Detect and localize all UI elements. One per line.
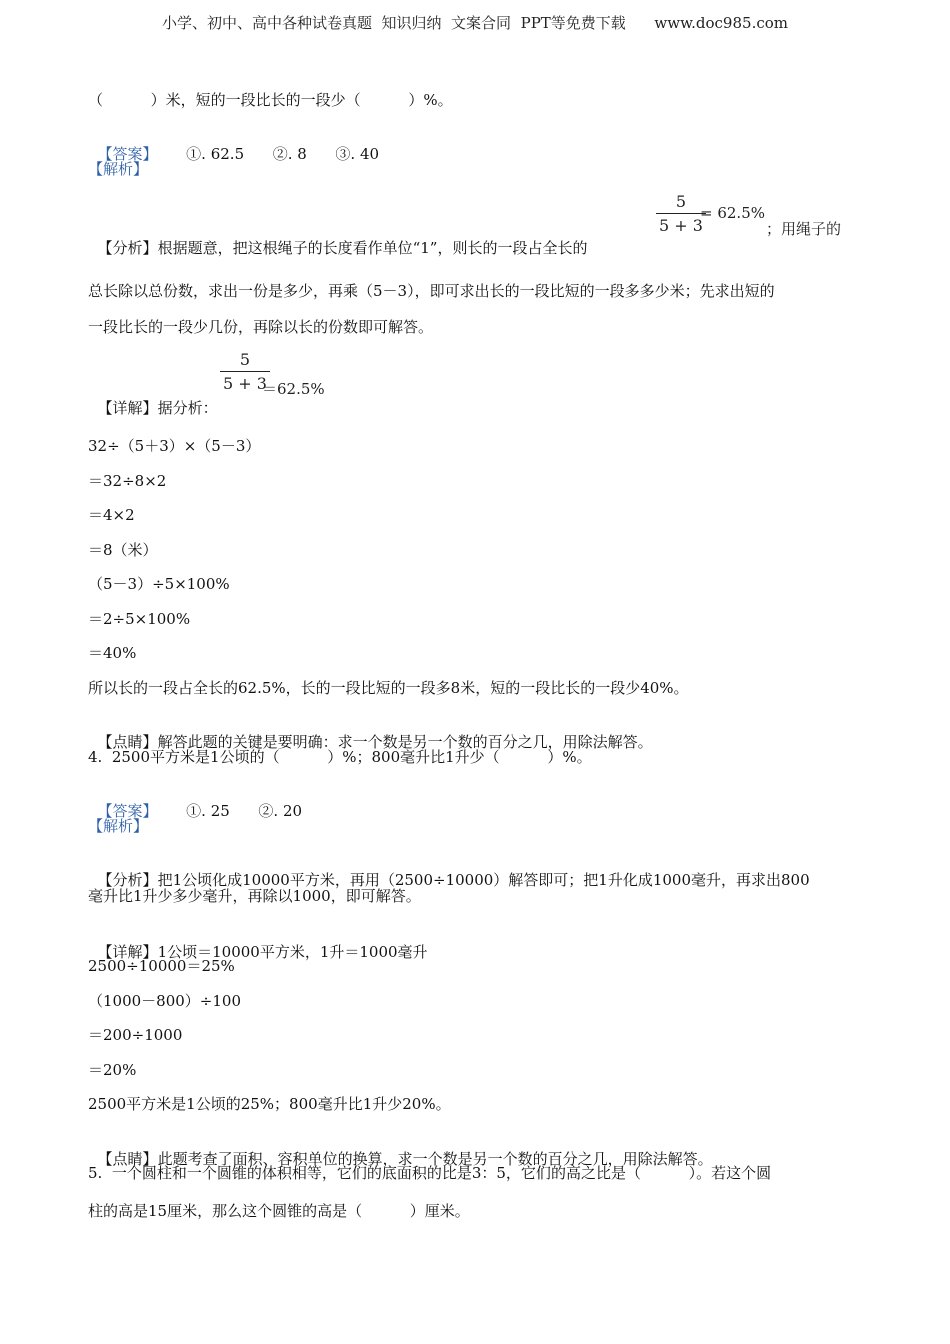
q3-fenxi-line3: 一段比长的一段少几份，再除以长的份数即可解答。 bbox=[88, 318, 434, 336]
fraction-numerator: 5 bbox=[675, 192, 687, 211]
q4-answer-values: ①. 25 ②. 20 bbox=[186, 802, 303, 820]
q3-calc-line: 32÷（5＋3）×（5－3） bbox=[88, 437, 261, 455]
q4-fenxi-line2: 毫升比1升少多少毫升，再除以1000，即可解答。 bbox=[88, 887, 421, 905]
q3-calc-line: ＝40% bbox=[88, 644, 137, 662]
q4-dianjing-text: 此题考查了面积、容积单位的换算，求一个数是另一个数的百分之几，用除法解答。 bbox=[157, 1150, 713, 1168]
fraction-bar bbox=[656, 213, 706, 214]
q3-fraction-1-result: = 62.5% bbox=[700, 204, 765, 222]
q3-fenxi-line1-end: ；用绳子的 bbox=[766, 220, 842, 238]
q3-calc-line: ＝8（米） bbox=[88, 541, 158, 559]
q3-fenxi-line2: 总长除以总份数，求出一份是多少，再乘（5－3），即可求出长的一段比短的一段多多少米；先求出短的 bbox=[88, 282, 775, 300]
q3-calc-line: ＝32÷8×2 bbox=[88, 472, 167, 490]
q4-fenxi-line1 bbox=[88, 850, 810, 890]
q5-question-line1: 5. 一个圆柱和一个圆锥的体积相等，它们的底面积的比是3：5，它们的高之比是（ ）。若这个圆 bbox=[88, 1164, 772, 1182]
q4-fenxi-text1: 把1公顷化成10000平方米，再用（2500÷10000）解答即可；把1升化成1000毫升，再求出800 bbox=[157, 871, 810, 889]
dianjing-tag: 【点睛】 bbox=[97, 733, 158, 751]
q3-fraction-2-result: ＝62.5% bbox=[262, 380, 325, 398]
q4-conclusion: 2500平方米是1公顷的25%；800毫升比1升少20%。 bbox=[88, 1095, 451, 1113]
q3-jiexi-tag: 【解析】 bbox=[88, 160, 149, 178]
q4-answer-line bbox=[88, 781, 302, 821]
fenxi-tag: 【分析】 bbox=[97, 239, 158, 257]
xiangjie-tag: 【详解】 bbox=[97, 399, 158, 417]
q4-calc-line: 2500÷10000＝25% bbox=[88, 957, 235, 975]
q3-calc-line: ＝2÷5×100% bbox=[88, 610, 191, 628]
q4-calc-line: ＝20% bbox=[88, 1061, 137, 1079]
q4-jiexi-tag: 【解析】 bbox=[88, 817, 149, 835]
q4-calc-line: ＝200÷1000 bbox=[88, 1026, 183, 1044]
q3-fraction-1 bbox=[656, 192, 706, 235]
q3-dianjing-text: 解答此题的关键是要明确：求一个数是另一个数的百分之几，用除法解答。 bbox=[157, 733, 653, 751]
fraction-bar bbox=[220, 371, 270, 372]
q4-calc-line: （1000－800）÷100 bbox=[88, 992, 242, 1010]
q3-answer-values: ①. 62.5 ②. 8 ③. 40 bbox=[186, 145, 380, 163]
q4-xiangjie-text: 1公顷＝10000平方米，1升＝1000毫升 bbox=[157, 943, 428, 961]
q5-question-line2: 柱的高是15厘米，那么这个圆锥的高是（ ）厘米。 bbox=[88, 1202, 470, 1220]
fraction-numerator: 5 bbox=[239, 350, 251, 369]
q3-answer-line bbox=[88, 124, 379, 164]
answer-tag: 【答案】 bbox=[97, 802, 158, 820]
q3-question-tail: （ ）米，短的一段比长的一段少（ ）%。 bbox=[88, 91, 453, 109]
page-header: 小学、初中、高中各种试卷真题 知识归纳 文案合同 PPT等免费下载 www.doc985.com bbox=[161, 14, 788, 32]
q3-fenxi-text1: 根据题意，把这根绳子的长度看作单位“1”，则长的一段占全长的 bbox=[157, 239, 588, 257]
fraction-denominator: 5 + 3 bbox=[223, 374, 267, 393]
q3-calc-line: （5－3）÷5×100% bbox=[88, 575, 230, 593]
q3-xiangjie-text: 据分析： bbox=[157, 399, 218, 417]
xiangjie-tag: 【详解】 bbox=[97, 943, 158, 961]
fenxi-tag: 【分析】 bbox=[97, 871, 158, 889]
fraction-denominator: 5 + 3 bbox=[659, 216, 703, 235]
q3-calc-line: ＝4×2 bbox=[88, 506, 135, 524]
answer-tag: 【答案】 bbox=[97, 145, 158, 163]
q3-dianjing-line bbox=[88, 712, 653, 752]
q3-xiangjie-line bbox=[88, 378, 218, 418]
q3-conclusion: 所以长的一段占全长的62.5%，长的一段比短的一段多8米，短的一段比长的一段少40%。 bbox=[88, 679, 689, 697]
q3-fenxi-line1 bbox=[88, 218, 587, 258]
dianjing-tag: 【点睛】 bbox=[97, 1150, 158, 1168]
q4-question: 4. 2500平方米是1公顷的（ ）%；800毫升比1升少（ ）%。 bbox=[88, 748, 592, 766]
